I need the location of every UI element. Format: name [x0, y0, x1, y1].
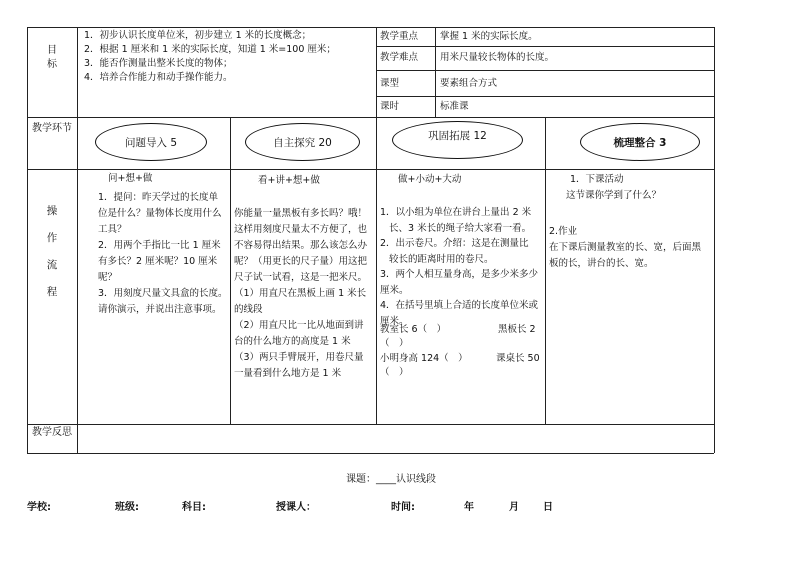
lesson-type-value: 要素组合方式 [440, 78, 498, 89]
vertical-label-char: 程 [46, 286, 58, 298]
col3-line: 4．在括号里填上合适的长度单位米或 [380, 300, 539, 311]
col1-line: 请你演示，并说出注意事项。 [98, 304, 222, 315]
col1-line: 2．用两个手指比一比 1 厘米 [98, 240, 221, 251]
objectives-label-text [27, 44, 77, 72]
info-divider-1 [376, 46, 714, 47]
col2-body [234, 206, 376, 382]
col3-line: 2．出示卷尺。介绍：这是在测量比 [380, 238, 529, 249]
col3-line: 3．两个人相互量身高，是多少米多少 [380, 269, 539, 280]
fill-blank-left: （ ） [380, 338, 409, 349]
row-divider-objectives [27, 117, 714, 118]
stage-explore-label: 自主探究 20 [273, 136, 332, 149]
col1-line: 位是什么？量物体长度用什么 [98, 208, 222, 219]
stage-intro-label: 问题导入 5 [124, 136, 178, 149]
col3-line: 长、3 米长的绳子给大家看一看。 [389, 222, 532, 234]
col1-line: 3．用刻度尺量文具盒的长度。 [98, 288, 228, 299]
col4-homework-line: 在下课后测量教室的长、宽，后面黑 [549, 242, 702, 253]
col3-line: 厘米。 [380, 284, 409, 296]
col4-homework-title: 2.作业 [549, 226, 578, 237]
col2-header: 看+讲+想+做 [258, 175, 320, 186]
col2-line: （1）用直尺在黑板上画 1 米长 [234, 288, 367, 299]
info-divider-3 [376, 96, 714, 97]
fill-blank-left: （ ） [380, 367, 409, 378]
topic-value: 认识线段 [396, 474, 436, 485]
col1-line: 工具？ [98, 224, 127, 235]
difficulty-value: 用米尺量较长物体的长度。 [440, 52, 555, 63]
col1-body [98, 190, 228, 318]
objective-item: 2．根据 1 厘米和 1 米的实际长度，知道 1 米=100 厘米； [84, 44, 336, 55]
col4-homework-line: 板的长，讲台的长、宽。 [549, 258, 654, 269]
key-point-value: 掌握 1 米的实际长度。 [440, 31, 538, 42]
topic-blank: ____ [376, 474, 396, 485]
period-label: 课时 [380, 101, 400, 112]
col2-line: 不容易得出结果。那么该怎么办 [234, 240, 368, 251]
difficulty-label: 教学难点 [380, 52, 419, 63]
process-label-text [27, 198, 77, 306]
stage-summary-oval [580, 123, 700, 161]
stage-consolidate-oval [392, 121, 523, 159]
col3-body [380, 205, 544, 329]
col-divider-1 [230, 117, 231, 424]
footer-subject: 科目: [182, 502, 206, 513]
period-value: 标准课 [440, 101, 469, 112]
col3-line: 厘米。 [380, 315, 409, 327]
objective-item: 1．初步认识长度单位米，初步建立 1 米的长度概念； [84, 30, 312, 41]
col1-header: 问+想+做 [108, 173, 153, 184]
footer-year: 年 [464, 502, 474, 513]
col-divider-2 [376, 117, 377, 424]
reflection-label: 教学反思 [32, 427, 72, 438]
row-divider-stages [27, 169, 714, 170]
vertical-label-char: 作 [46, 232, 58, 244]
process-label [27, 198, 77, 306]
col2-line: 台的什么地方的高度是 1 米 [234, 336, 351, 347]
footer-class: 班级: [115, 502, 139, 513]
info-column-divider [376, 27, 377, 117]
objective-item: 3．能否作测量出整米长度的物体； [84, 58, 233, 69]
objective-item: 4．培养合作能力和动手操作能力。 [84, 72, 233, 83]
footer-time: 时间: [391, 502, 415, 513]
stage-consolidate-label: 巩固拓展 12 [428, 130, 487, 142]
col2-line: 的线段 [234, 304, 263, 315]
key-point-label: 教学重点 [380, 31, 419, 42]
fill-blank-left: 小明身高 124（ ） [380, 353, 468, 364]
vertical-label-char: 目 [47, 45, 57, 56]
info-divider-2 [376, 70, 714, 71]
col1-line: 呢？ [98, 272, 118, 283]
label-column-divider [77, 27, 78, 453]
stages-label: 教学环节 [32, 123, 72, 134]
footer-day: 日 [543, 502, 553, 513]
table-border-bottom [27, 453, 714, 454]
col-divider-3 [545, 117, 546, 424]
footer-month: 月 [509, 502, 519, 513]
vertical-label-char: 操 [46, 205, 58, 217]
topic-line [346, 470, 436, 485]
vertical-label-char: 流 [46, 259, 58, 271]
col4-activity-title: 1．下课活动 [570, 174, 624, 185]
col2-line: 一量看到什么地方是 1 米 [234, 368, 342, 379]
table-border-right [714, 27, 715, 453]
col2-line: （3）两只手臂展开，用卷尺量 [234, 352, 364, 363]
fill-blank-right: 课桌长 50 [496, 353, 540, 364]
objectives-label [27, 44, 77, 72]
fill-blank-right: 黑板长 2 [498, 324, 536, 335]
col2-line: 这样用刻度尺量太不方便了，也 [234, 224, 368, 235]
fill-blank-left: 教室长 6（ ） [380, 324, 447, 335]
reflection-content [80, 428, 710, 450]
col3-line: 1．以小组为单位在讲台上量出 2 米 [380, 207, 532, 218]
footer-teacher: 授课人： [276, 502, 316, 513]
row-divider-process [27, 424, 714, 425]
stage-summary-label: 梳理整合 3 [613, 136, 667, 149]
stage-intro-oval [95, 123, 207, 161]
col2-line: （2）用直尺比一比从地面到讲 [234, 320, 364, 331]
col2-line: 尺子试一试看，这是一把米尺。 [234, 272, 368, 283]
topic-label: 课题： [346, 474, 376, 485]
stage-explore-oval [245, 123, 360, 161]
footer-school: 学校: [27, 502, 51, 513]
table-border-top [27, 27, 714, 28]
col2-line: 呢？（用更长的尺子量）用这把 [234, 256, 368, 267]
col2-line: 你能量一量黑板有多长吗？哦！ [234, 208, 368, 219]
col1-line: 1．提问：昨天学过的长度单 [98, 192, 219, 203]
lesson-type-label: 课型 [380, 78, 400, 89]
col3-header: 做+小动+大动 [398, 174, 462, 185]
col4-activity-question: 这节课你学到了什么？ [566, 190, 662, 201]
vertical-label-char: 标 [47, 59, 57, 70]
col1-line: 有多长？2 厘米呢？10 厘米 [98, 256, 218, 267]
col3-line: 较长的距离时用的卷尺。 [389, 253, 494, 265]
info-label-divider [435, 27, 436, 117]
